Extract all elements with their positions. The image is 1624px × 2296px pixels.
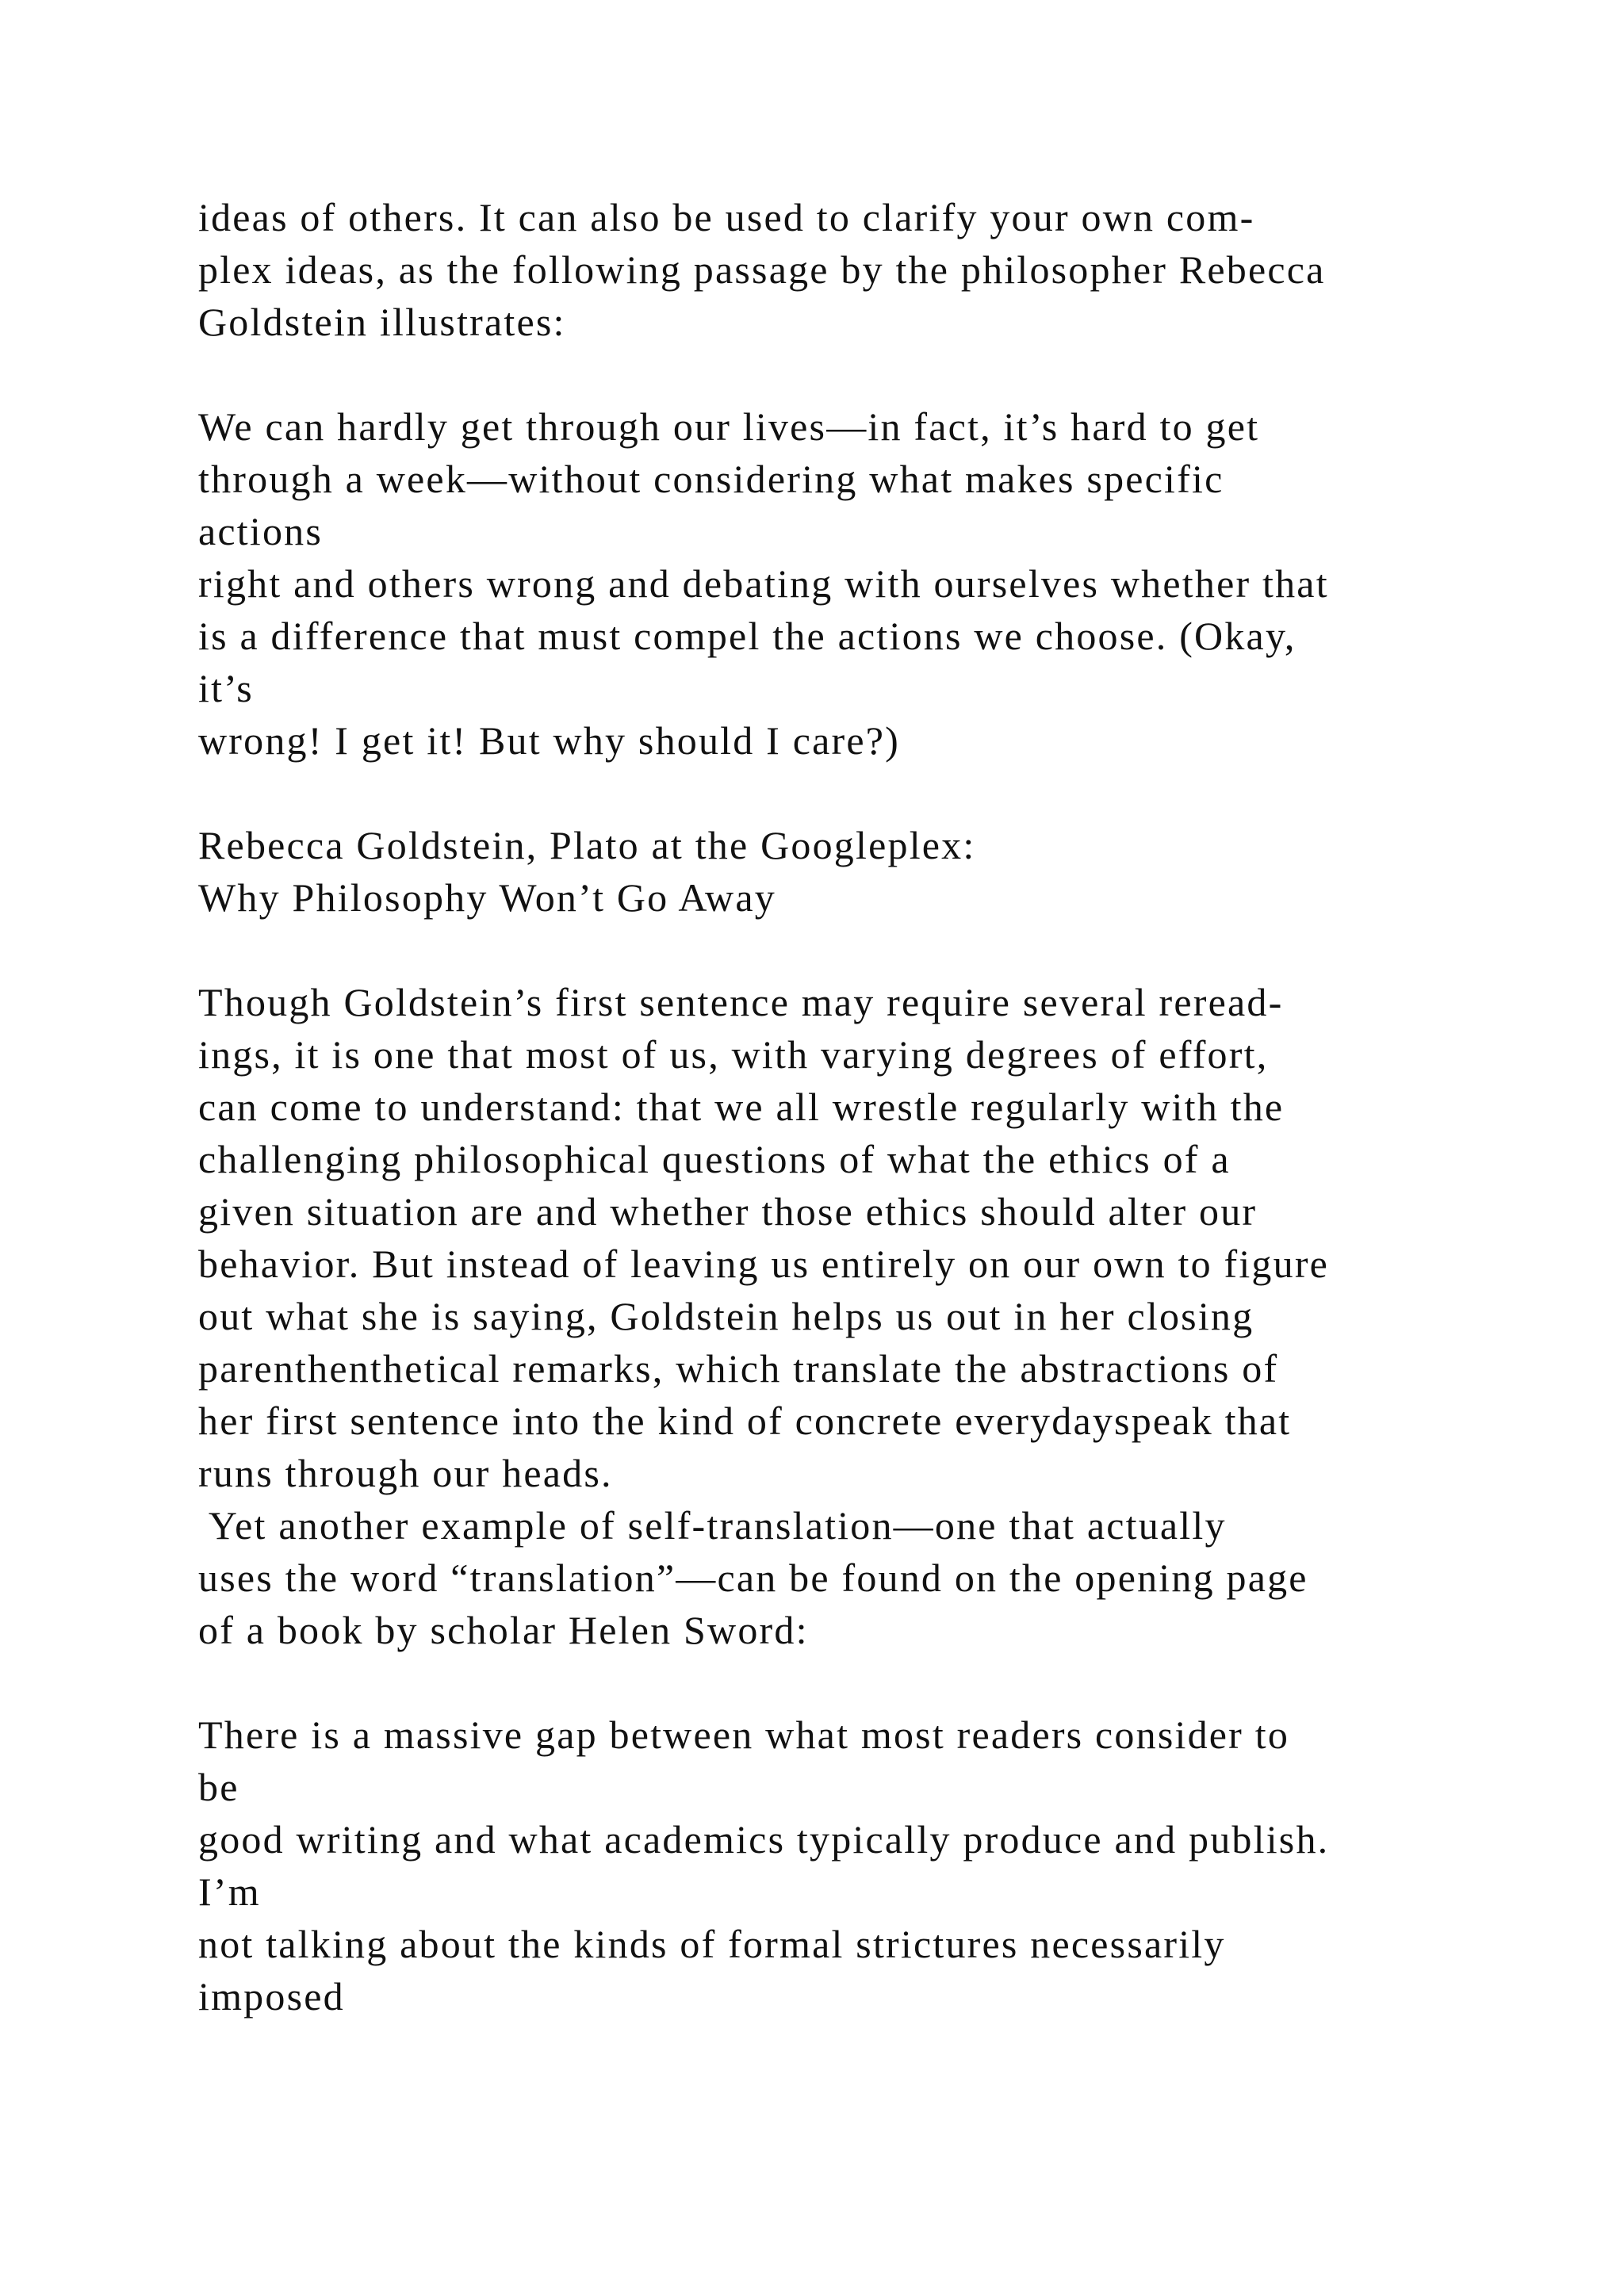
blank-line	[198, 767, 1507, 819]
text-line: plex ideas, as the following passage by the philosopher Rebecca	[198, 247, 1326, 292]
blank-line	[198, 348, 1507, 400]
text-line: ideas of others. It can also be used to clarify your own com-	[198, 195, 1255, 239]
citation-line: Rebecca Goldstein, Plato at the Googleplex:	[198, 823, 976, 867]
text-line: can come to understand: that we all wrestle regularly with the	[198, 1085, 1285, 1129]
quote-line: good writing and what academics typically produce and publish.	[198, 1817, 1330, 1862]
body-text	[198, 191, 1507, 2022]
blank-line	[198, 1656, 1507, 1709]
quote-line: actions	[198, 509, 324, 553]
quote-line: through a week—without considering what makes specific	[198, 457, 1224, 501]
text-line: out what she is saying, Goldstein helps us out in her closing	[198, 1294, 1254, 1338]
quote-line: be	[198, 1765, 239, 1809]
quote-line: is a difference that must compel the actions we choose. (Okay,	[198, 614, 1297, 658]
quote-line: There is a massive gap between what most readers consider to	[198, 1712, 1290, 1757]
text-line: parenthenthetical remarks, which translate the abstractions of	[198, 1346, 1279, 1391]
blank-line	[198, 924, 1507, 976]
text-line: challenging philosophical questions of what the ethics of a	[198, 1137, 1231, 1181]
quote-line: wrong! I get it! But why should I care?)	[198, 718, 900, 763]
text-line: behavior. But instead of leaving us entirely on our own to figure	[198, 1242, 1330, 1286]
quote-line: We can hardly get through our lives—in fact, it’s hard to get	[198, 404, 1260, 449]
text-line: uses the word “translation”—can be found on the opening page	[198, 1556, 1308, 1600]
quote-line: imposed	[198, 1974, 345, 2019]
text-line: Yet another example of self-translation—one that actually	[198, 1503, 1227, 1548]
text-line: ings, it is one that most of us, with varying degrees of effort,	[198, 1032, 1269, 1077]
quote-line: right and others wrong and debating with ourselves whether that	[198, 561, 1329, 606]
quote-line: not talking about the kinds of formal strictures necessarily	[198, 1922, 1226, 1966]
text-line: Goldstein illustrates:	[198, 300, 566, 344]
citation-line: Why Philosophy Won’t Go Away	[198, 875, 776, 920]
text-line: of a book by scholar Helen Sword:	[198, 1608, 809, 1652]
text-line: given situation are and whether those ethics should alter our	[198, 1189, 1258, 1234]
quote-line: I’m	[198, 1869, 261, 1914]
text-line: Though Goldstein’s first sentence may require several reread-	[198, 980, 1284, 1024]
text-line: her first sentence into the kind of concrete everydayspeak that	[198, 1399, 1292, 1443]
text-line: runs through our heads.	[198, 1451, 613, 1495]
quote-line: it’s	[198, 666, 254, 710]
